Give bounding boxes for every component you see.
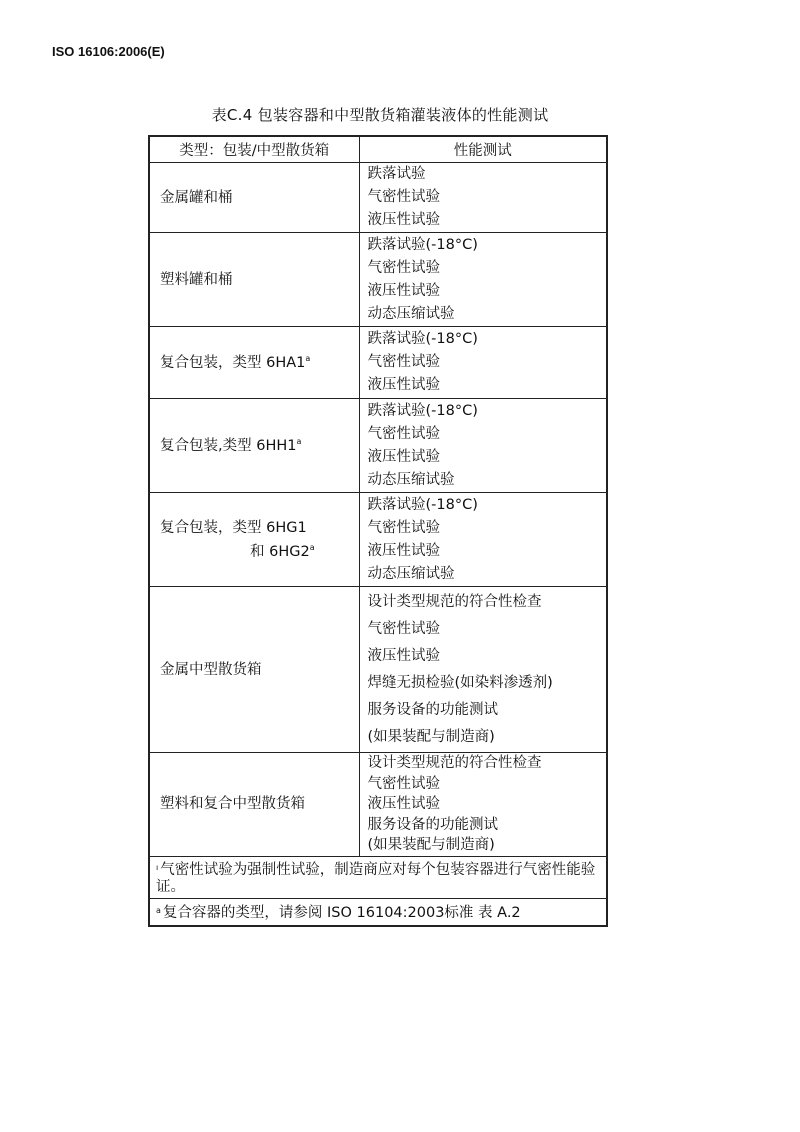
table-row (149, 163, 607, 233)
test-item: 气密性试验 (367, 189, 440, 205)
type-cell: 金属罐和桶 (149, 163, 359, 233)
test-item: 跌落试验(-18°C) (367, 496, 478, 513)
type-cell: 复合包装,类型 6HH1$^a$ (149, 399, 359, 493)
test-item: 液压性试验 (367, 212, 440, 228)
header-type: 类型：包装/中型散货箱 (149, 136, 359, 163)
test-item: 动态压缩试验 (367, 305, 455, 322)
footnote: $^a$ 复合容器的类型，请参阅 ISO 16104:2003标准 表 A.2 (149, 898, 607, 926)
tests-cell (359, 399, 607, 493)
tests-cell (359, 327, 607, 399)
tests-cell (359, 753, 607, 857)
test-item: 气密性试验 (367, 425, 440, 442)
test-item: 液压性试验 (367, 647, 440, 664)
type-cell: 金属中型散货箱 (149, 587, 359, 753)
table-title: 表C.4 包装容器和中型散货箱灌装液体的性能测试 (211, 106, 549, 124)
footnote-mark: a (296, 436, 302, 446)
performance-test-table (148, 135, 608, 927)
test-item: 服务设备的功能测试 (367, 701, 498, 718)
test-item: 液压性试验 (367, 796, 440, 812)
document-id: ISO 16106:2006(E) (52, 44, 165, 59)
test-item: 液压性试验 (367, 542, 440, 559)
tests-cell (359, 493, 607, 587)
footnote-row (149, 856, 607, 898)
test-item: 气密性试验 (367, 519, 440, 536)
test-item: 跌落试验(-18°C) (367, 402, 478, 419)
table-row (149, 233, 607, 327)
test-item: 气密性试验 (367, 354, 440, 370)
test-item: 设计类型规范的符合性检查 (367, 755, 542, 771)
footnote-mark: a (305, 353, 311, 363)
footnote: $^ı$ 气密性试验为强制性试验，制造商应对每个包装容器进行气密性能验证。 (149, 856, 607, 898)
table-row (149, 327, 607, 399)
table-row (149, 399, 607, 493)
test-item: 动态压缩试验 (367, 565, 455, 582)
type-cell: 复合包装，类型 6HA1$^a$ (149, 327, 359, 399)
test-item: 跌落试验(-18°C) (367, 331, 478, 347)
table-row (149, 587, 607, 753)
footnote-row (149, 898, 607, 926)
test-item: 气密性试验 (367, 620, 440, 637)
test-item: (如果装配与制造商) (367, 728, 495, 745)
tests-cell (359, 163, 607, 233)
tests-cell (359, 233, 607, 327)
test-item: 液压性试验 (367, 448, 440, 465)
test-item: 液压性试验 (367, 282, 440, 299)
test-item: 气密性试验 (367, 259, 440, 276)
test-item: 服务设备的功能测试 (367, 816, 498, 833)
table-row (149, 493, 607, 587)
type-cell: 复合包装，类型 6HG1 和 6HG2$^a$ (149, 493, 359, 587)
test-item: 设计类型规范的符合性检查 (367, 593, 542, 610)
header-tests: 性能测试 (359, 136, 607, 163)
test-item: 跌落试验(-18°C) (367, 236, 478, 253)
type-cell: 塑料罐和桶 (149, 233, 359, 327)
footnote-mark: a (309, 542, 315, 552)
test-item: 动态压缩试验 (367, 471, 455, 488)
tests-cell (359, 587, 607, 753)
test-item: 焊缝无损检验(如染料渗透剂) (367, 674, 553, 691)
type-cell: 塑料和复合中型散货箱 (149, 753, 359, 857)
test-item: 跌落试验 (367, 166, 426, 182)
table-row (149, 753, 607, 857)
test-item: (如果装配与制造商) (367, 837, 495, 853)
test-item: 气密性试验 (367, 775, 440, 792)
test-item: 液压性试验 (367, 377, 440, 393)
table-header-row (149, 136, 607, 163)
